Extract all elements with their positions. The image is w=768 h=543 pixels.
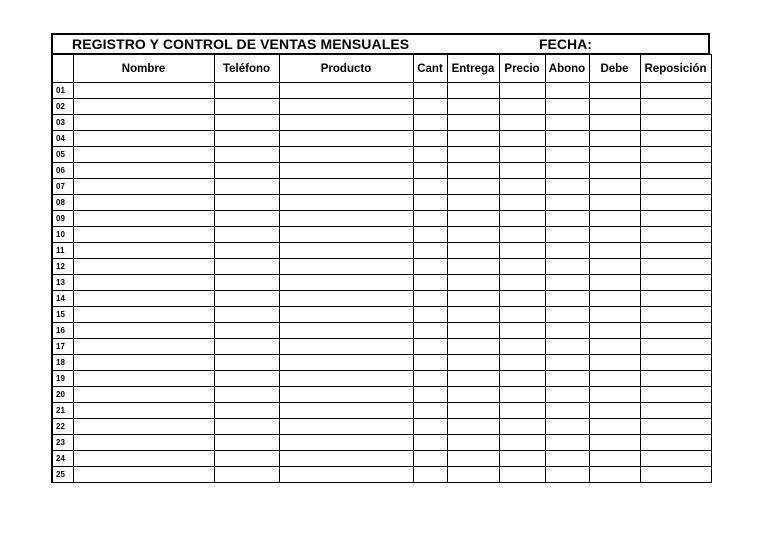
cell-reposicion[interactable]	[640, 259, 711, 275]
cell-producto[interactable]	[279, 387, 413, 403]
row-number: 11	[52, 243, 73, 259]
table-row	[52, 163, 711, 179]
cell-entrega[interactable]	[447, 403, 499, 419]
cell-debe[interactable]	[589, 355, 640, 371]
cell-telefono[interactable]	[214, 403, 279, 419]
cell-telefono[interactable]	[214, 99, 279, 115]
cell-producto[interactable]	[279, 467, 413, 483]
cell-precio[interactable]	[499, 467, 545, 483]
cell-producto[interactable]	[279, 211, 413, 227]
cell-telefono[interactable]	[214, 83, 279, 99]
cell-entrega[interactable]	[447, 371, 499, 387]
cell-cant[interactable]	[413, 131, 447, 147]
cell-nombre[interactable]	[73, 115, 214, 131]
cell-producto[interactable]	[279, 131, 413, 147]
cell-precio[interactable]	[499, 259, 545, 275]
table-row	[52, 211, 711, 227]
row-number: 19	[52, 371, 73, 387]
cell-nombre[interactable]	[73, 147, 214, 163]
cell-telefono[interactable]	[214, 115, 279, 131]
cell-reposicion[interactable]	[640, 291, 711, 307]
cell-precio[interactable]	[499, 307, 545, 323]
cell-telefono[interactable]	[214, 371, 279, 387]
cell-abono[interactable]	[545, 211, 589, 227]
cell-nombre[interactable]	[73, 243, 214, 259]
cell-debe[interactable]	[589, 307, 640, 323]
table-row	[52, 227, 711, 243]
cell-reposicion[interactable]	[640, 227, 711, 243]
row-number: 10	[52, 227, 73, 243]
row-number: 04	[52, 131, 73, 147]
row-number: 05	[52, 147, 73, 163]
cell-abono[interactable]	[545, 163, 589, 179]
cell-nombre[interactable]	[73, 387, 214, 403]
cell-producto[interactable]	[279, 259, 413, 275]
cell-debe[interactable]	[589, 323, 640, 339]
cell-precio[interactable]	[499, 99, 545, 115]
cell-entrega[interactable]	[447, 467, 499, 483]
sales-table	[51, 54, 712, 483]
cell-nombre[interactable]	[73, 403, 214, 419]
cell-reposicion[interactable]	[640, 307, 711, 323]
cell-reposicion[interactable]	[640, 147, 711, 163]
cell-debe[interactable]	[589, 451, 640, 467]
cell-nombre[interactable]	[73, 195, 214, 211]
cell-producto[interactable]	[279, 355, 413, 371]
cell-nombre[interactable]	[73, 451, 214, 467]
cell-reposicion[interactable]	[640, 387, 711, 403]
cell-producto[interactable]	[279, 419, 413, 435]
row-number: 16	[52, 323, 73, 339]
cell-cant[interactable]	[413, 371, 447, 387]
cell-reposicion[interactable]	[640, 115, 711, 131]
cell-precio[interactable]	[499, 163, 545, 179]
table-row	[52, 435, 711, 451]
column-header-nombre: Nombre	[73, 55, 214, 83]
cell-nombre[interactable]	[73, 307, 214, 323]
cell-debe[interactable]	[589, 371, 640, 387]
row-number: 17	[52, 339, 73, 355]
cell-entrega[interactable]	[447, 307, 499, 323]
cell-precio[interactable]	[499, 195, 545, 211]
cell-producto[interactable]	[279, 115, 413, 131]
cell-entrega[interactable]	[447, 179, 499, 195]
cell-cant[interactable]	[413, 259, 447, 275]
cell-telefono[interactable]	[214, 307, 279, 323]
cell-entrega[interactable]	[447, 195, 499, 211]
cell-telefono[interactable]	[214, 435, 279, 451]
cell-precio[interactable]	[499, 371, 545, 387]
cell-abono[interactable]	[545, 83, 589, 99]
cell-cant[interactable]	[413, 467, 447, 483]
cell-telefono[interactable]	[214, 275, 279, 291]
cell-producto[interactable]	[279, 435, 413, 451]
cell-telefono[interactable]	[214, 339, 279, 355]
cell-producto[interactable]	[279, 243, 413, 259]
cell-nombre[interactable]	[73, 275, 214, 291]
cell-debe[interactable]	[589, 147, 640, 163]
cell-debe[interactable]	[589, 83, 640, 99]
cell-abono[interactable]	[545, 323, 589, 339]
cell-abono[interactable]	[545, 387, 589, 403]
table-row	[52, 115, 711, 131]
cell-cant[interactable]	[413, 227, 447, 243]
cell-producto[interactable]	[279, 83, 413, 99]
cell-debe[interactable]	[589, 387, 640, 403]
cell-entrega[interactable]	[447, 131, 499, 147]
cell-producto[interactable]	[279, 227, 413, 243]
cell-entrega[interactable]	[447, 147, 499, 163]
cell-nombre[interactable]	[73, 83, 214, 99]
cell-cant[interactable]	[413, 243, 447, 259]
cell-cant[interactable]	[413, 291, 447, 307]
cell-entrega[interactable]	[447, 435, 499, 451]
cell-precio[interactable]	[499, 355, 545, 371]
table-row	[52, 275, 711, 291]
table-row	[52, 403, 711, 419]
cell-debe[interactable]	[589, 195, 640, 211]
column-header-abono: Abono	[545, 55, 589, 83]
cell-abono[interactable]	[545, 419, 589, 435]
column-header-number	[52, 55, 73, 83]
cell-debe[interactable]	[589, 339, 640, 355]
cell-precio[interactable]	[499, 323, 545, 339]
cell-cant[interactable]	[413, 163, 447, 179]
table-row	[52, 131, 711, 147]
cell-abono[interactable]	[545, 403, 589, 419]
table-row	[52, 323, 711, 339]
cell-nombre[interactable]	[73, 355, 214, 371]
cell-debe[interactable]	[589, 99, 640, 115]
cell-abono[interactable]	[545, 355, 589, 371]
cell-cant[interactable]	[413, 451, 447, 467]
cell-cant[interactable]	[413, 83, 447, 99]
cell-reposicion[interactable]	[640, 83, 711, 99]
cell-reposicion[interactable]	[640, 179, 711, 195]
table-row	[52, 99, 711, 115]
cell-nombre[interactable]	[73, 163, 214, 179]
cell-reposicion[interactable]	[640, 355, 711, 371]
cell-reposicion[interactable]	[640, 323, 711, 339]
cell-nombre[interactable]	[73, 227, 214, 243]
cell-nombre[interactable]	[73, 323, 214, 339]
cell-entrega[interactable]	[447, 419, 499, 435]
cell-cant[interactable]	[413, 387, 447, 403]
column-header-entrega: Entrega	[447, 55, 499, 83]
row-number: 25	[52, 467, 73, 483]
cell-telefono[interactable]	[214, 323, 279, 339]
column-header-telefono: Teléfono	[214, 55, 279, 83]
cell-precio[interactable]	[499, 291, 545, 307]
row-number: 08	[52, 195, 73, 211]
cell-entrega[interactable]	[447, 275, 499, 291]
row-number: 07	[52, 179, 73, 195]
column-header-producto: Producto	[279, 55, 413, 83]
cell-precio[interactable]	[499, 147, 545, 163]
cell-cant[interactable]	[413, 355, 447, 371]
cell-debe[interactable]	[589, 227, 640, 243]
table-row	[52, 419, 711, 435]
cell-abono[interactable]	[545, 371, 589, 387]
cell-entrega[interactable]	[447, 99, 499, 115]
cell-entrega[interactable]	[447, 227, 499, 243]
cell-abono[interactable]	[545, 451, 589, 467]
cell-debe[interactable]	[589, 163, 640, 179]
row-number: 12	[52, 259, 73, 275]
cell-cant[interactable]	[413, 179, 447, 195]
cell-entrega[interactable]	[447, 323, 499, 339]
cell-abono[interactable]	[545, 115, 589, 131]
cell-reposicion[interactable]	[640, 131, 711, 147]
cell-precio[interactable]	[499, 339, 545, 355]
column-header-cant: Cant	[413, 55, 447, 83]
cell-producto[interactable]	[279, 339, 413, 355]
cell-precio[interactable]	[499, 83, 545, 99]
cell-producto[interactable]	[279, 163, 413, 179]
cell-telefono[interactable]	[214, 227, 279, 243]
cell-reposicion[interactable]	[640, 403, 711, 419]
cell-producto[interactable]	[279, 403, 413, 419]
cell-precio[interactable]	[499, 403, 545, 419]
cell-telefono[interactable]	[214, 163, 279, 179]
cell-reposicion[interactable]	[640, 211, 711, 227]
cell-cant[interactable]	[413, 339, 447, 355]
row-number: 06	[52, 163, 73, 179]
cell-producto[interactable]	[279, 275, 413, 291]
cell-cant[interactable]	[413, 275, 447, 291]
row-number: 23	[52, 435, 73, 451]
cell-producto[interactable]	[279, 323, 413, 339]
cell-debe[interactable]	[589, 275, 640, 291]
cell-debe[interactable]	[589, 131, 640, 147]
cell-reposicion[interactable]	[640, 275, 711, 291]
date-label: FECHA:	[539, 36, 592, 52]
cell-nombre[interactable]	[73, 419, 214, 435]
cell-debe[interactable]	[589, 291, 640, 307]
table-row	[52, 307, 711, 323]
cell-nombre[interactable]	[73, 211, 214, 227]
table-row	[52, 339, 711, 355]
table-row	[52, 355, 711, 371]
cell-producto[interactable]	[279, 179, 413, 195]
table-row	[52, 371, 711, 387]
row-number: 24	[52, 451, 73, 467]
cell-debe[interactable]	[589, 243, 640, 259]
cell-precio[interactable]	[499, 243, 545, 259]
cell-cant[interactable]	[413, 419, 447, 435]
cell-reposicion[interactable]	[640, 371, 711, 387]
cell-reposicion[interactable]	[640, 419, 711, 435]
cell-abono[interactable]	[545, 435, 589, 451]
table-row	[52, 179, 711, 195]
cell-telefono[interactable]	[214, 211, 279, 227]
cell-nombre[interactable]	[73, 99, 214, 115]
cell-telefono[interactable]	[214, 387, 279, 403]
cell-producto[interactable]	[279, 99, 413, 115]
cell-entrega[interactable]	[447, 163, 499, 179]
cell-producto[interactable]	[279, 307, 413, 323]
cell-debe[interactable]	[589, 259, 640, 275]
cell-cant[interactable]	[413, 307, 447, 323]
cell-nombre[interactable]	[73, 435, 214, 451]
cell-telefono[interactable]	[214, 467, 279, 483]
cell-debe[interactable]	[589, 467, 640, 483]
row-number: 14	[52, 291, 73, 307]
table-body	[52, 83, 711, 483]
cell-entrega[interactable]	[447, 451, 499, 467]
cell-entrega[interactable]	[447, 387, 499, 403]
cell-abono[interactable]	[545, 99, 589, 115]
row-number: 03	[52, 115, 73, 131]
cell-entrega[interactable]	[447, 83, 499, 99]
cell-abono[interactable]	[545, 195, 589, 211]
row-number: 09	[52, 211, 73, 227]
cell-abono[interactable]	[545, 307, 589, 323]
row-number: 01	[52, 83, 73, 99]
cell-cant[interactable]	[413, 435, 447, 451]
cell-producto[interactable]	[279, 195, 413, 211]
table-row	[52, 259, 711, 275]
cell-abono[interactable]	[545, 339, 589, 355]
page-title: REGISTRO Y CONTROL DE VENTAS MENSUALES	[72, 36, 410, 52]
cell-telefono[interactable]	[214, 179, 279, 195]
column-header-precio: Precio	[499, 55, 545, 83]
cell-entrega[interactable]	[447, 291, 499, 307]
cell-telefono[interactable]	[214, 451, 279, 467]
column-header-reposicion: Reposición	[640, 55, 711, 83]
cell-precio[interactable]	[499, 211, 545, 227]
cell-producto[interactable]	[279, 147, 413, 163]
cell-producto[interactable]	[279, 371, 413, 387]
cell-precio[interactable]	[499, 275, 545, 291]
cell-debe[interactable]	[589, 419, 640, 435]
cell-abono[interactable]	[545, 275, 589, 291]
cell-entrega[interactable]	[447, 339, 499, 355]
cell-telefono[interactable]	[214, 259, 279, 275]
cell-cant[interactable]	[413, 115, 447, 131]
table-row	[52, 451, 711, 467]
cell-telefono[interactable]	[214, 419, 279, 435]
title-bar	[51, 33, 710, 55]
cell-cant[interactable]	[413, 147, 447, 163]
cell-abono[interactable]	[545, 291, 589, 307]
cell-nombre[interactable]	[73, 467, 214, 483]
column-header-debe: Debe	[589, 55, 640, 83]
cell-telefono[interactable]	[214, 355, 279, 371]
cell-abono[interactable]	[545, 131, 589, 147]
cell-reposicion[interactable]	[640, 451, 711, 467]
cell-cant[interactable]	[413, 99, 447, 115]
cell-entrega[interactable]	[447, 355, 499, 371]
row-number: 18	[52, 355, 73, 371]
cell-debe[interactable]	[589, 115, 640, 131]
cell-telefono[interactable]	[214, 131, 279, 147]
cell-telefono[interactable]	[214, 147, 279, 163]
cell-nombre[interactable]	[73, 291, 214, 307]
cell-reposicion[interactable]	[640, 195, 711, 211]
cell-cant[interactable]	[413, 403, 447, 419]
table-row	[52, 83, 711, 99]
row-number: 21	[52, 403, 73, 419]
table-row	[52, 243, 711, 259]
cell-reposicion[interactable]	[640, 243, 711, 259]
cell-producto[interactable]	[279, 291, 413, 307]
cell-debe[interactable]	[589, 179, 640, 195]
cell-nombre[interactable]	[73, 131, 214, 147]
cell-abono[interactable]	[545, 179, 589, 195]
table-header-row	[52, 55, 711, 83]
cell-entrega[interactable]	[447, 115, 499, 131]
cell-abono[interactable]	[545, 227, 589, 243]
cell-abono[interactable]	[545, 467, 589, 483]
cell-reposicion[interactable]	[640, 339, 711, 355]
cell-precio[interactable]	[499, 131, 545, 147]
table-row	[52, 467, 711, 483]
cell-cant[interactable]	[413, 211, 447, 227]
cell-precio[interactable]	[499, 227, 545, 243]
table-row	[52, 387, 711, 403]
cell-debe[interactable]	[589, 211, 640, 227]
table-row	[52, 291, 711, 307]
cell-nombre[interactable]	[73, 339, 214, 355]
row-number: 13	[52, 275, 73, 291]
cell-nombre[interactable]	[73, 259, 214, 275]
cell-abono[interactable]	[545, 243, 589, 259]
cell-abono[interactable]	[545, 147, 589, 163]
cell-precio[interactable]	[499, 387, 545, 403]
row-number: 20	[52, 387, 73, 403]
cell-nombre[interactable]	[73, 179, 214, 195]
cell-telefono[interactable]	[214, 291, 279, 307]
cell-telefono[interactable]	[214, 195, 279, 211]
cell-entrega[interactable]	[447, 259, 499, 275]
cell-reposicion[interactable]	[640, 163, 711, 179]
cell-precio[interactable]	[499, 115, 545, 131]
cell-cant[interactable]	[413, 323, 447, 339]
cell-reposicion[interactable]	[640, 467, 711, 483]
cell-entrega[interactable]	[447, 243, 499, 259]
cell-producto[interactable]	[279, 451, 413, 467]
cell-reposicion[interactable]	[640, 435, 711, 451]
table-row	[52, 147, 711, 163]
cell-entrega[interactable]	[447, 211, 499, 227]
cell-reposicion[interactable]	[640, 99, 711, 115]
cell-abono[interactable]	[545, 259, 589, 275]
sales-register-sheet	[51, 33, 710, 483]
cell-debe[interactable]	[589, 403, 640, 419]
row-number: 02	[52, 99, 73, 115]
cell-nombre[interactable]	[73, 371, 214, 387]
cell-debe[interactable]	[589, 435, 640, 451]
cell-precio[interactable]	[499, 435, 545, 451]
cell-precio[interactable]	[499, 451, 545, 467]
row-number: 15	[52, 307, 73, 323]
cell-precio[interactable]	[499, 419, 545, 435]
table-row	[52, 195, 711, 211]
cell-telefono[interactable]	[214, 243, 279, 259]
cell-precio[interactable]	[499, 179, 545, 195]
row-number: 22	[52, 419, 73, 435]
cell-cant[interactable]	[413, 195, 447, 211]
